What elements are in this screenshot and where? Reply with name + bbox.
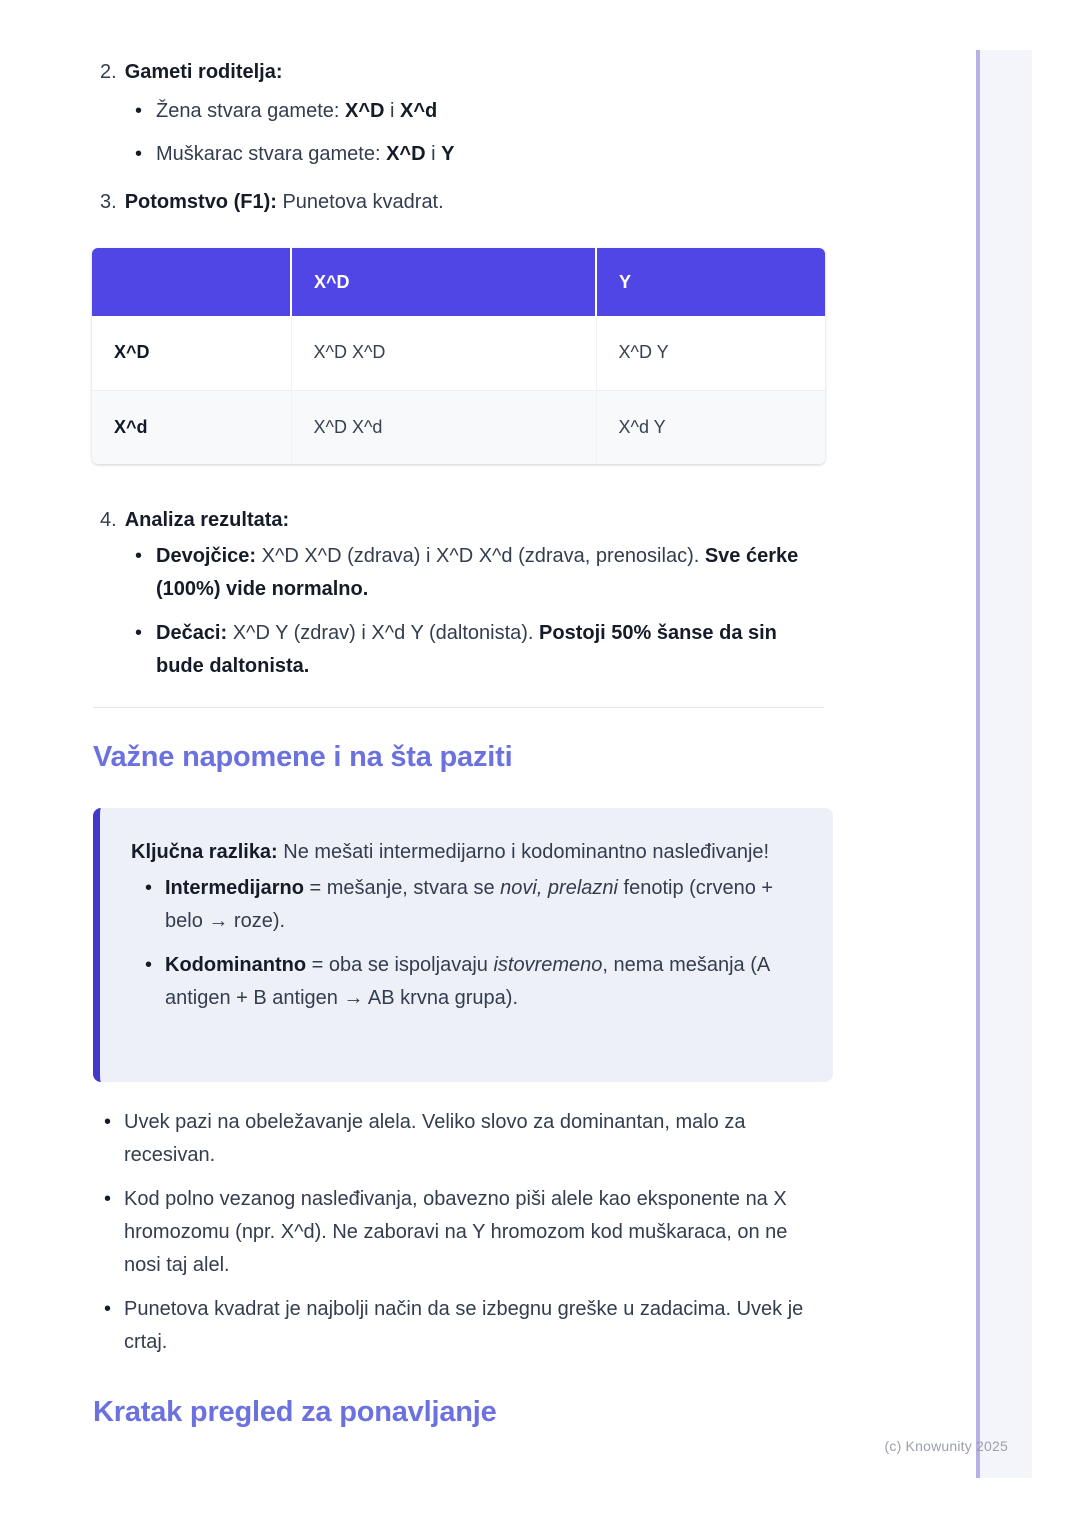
table-row: [92, 316, 825, 390]
list-item-emphasis: Postoji 50% šanse da sin bude daltonista.: [156, 622, 777, 677]
list-item-text: X^D X^D (zdrava) i X^D X^d (zdrava, prenosilac).: [256, 545, 705, 567]
allele-label: X^D: [386, 143, 426, 165]
step-heading: [100, 506, 826, 534]
allele-label: Y: [441, 143, 455, 165]
step-number: 3.: [100, 191, 117, 213]
table-cell: X^D X^D: [291, 316, 596, 390]
gamete-list: [127, 96, 826, 169]
page-edge-strip: [976, 50, 1032, 1478]
list-item-lead: Devojčice:: [156, 545, 257, 567]
callout-intro: [131, 834, 795, 870]
callout-list: [145, 872, 795, 1015]
row-header-cell: X^D: [114, 342, 150, 363]
step-number: 4.: [100, 509, 117, 531]
section-gameti-roditelja: [100, 58, 826, 182]
list-item-text: Žena stvara gamete:: [156, 100, 345, 122]
step-heading: [100, 58, 826, 86]
punnett-square-table: [92, 248, 825, 464]
term-label: Kodominantno: [165, 954, 307, 976]
table-cell: X^d Y: [596, 390, 825, 464]
list-item: [127, 139, 826, 169]
list-item: • Uvek pazi na obeležavanje alela. Veliko slovo za dominantan, malo za recesivan.: [100, 1106, 814, 1172]
step-number: 2.: [100, 61, 117, 83]
step-title: Analiza rezultata:: [124, 509, 290, 531]
table-row: [92, 390, 825, 464]
list-item: [127, 96, 826, 126]
list-item: • Punetova kvadrat je najbolji način da se izbegnu greške u zadacima. Uvek je crtaj.: [100, 1293, 814, 1359]
list-item: [145, 872, 795, 938]
allele-label: X^d: [400, 100, 438, 122]
tips-list: [100, 1106, 814, 1370]
list-item-lead: Dečaci:: [156, 622, 228, 644]
section-analiza-rezultata: [100, 506, 826, 694]
row-header-cell: X^d: [92, 390, 291, 464]
allele-label: X^D: [344, 100, 385, 122]
section-potomstvo: [100, 188, 826, 216]
list-item: [127, 540, 826, 606]
callout-lead: Ključna razlika:: [131, 841, 278, 863]
list-item-text: , nema mešanja (A antigen + B antigen → AB krvna grupa).: [165, 954, 770, 1009]
step-text: [125, 188, 444, 216]
callout-text: Ne mešati intermedijarno i kodominantno nasleđivanje!: [277, 841, 770, 863]
section-heading-pregled: Kratak pregled za ponavljanje: [93, 1396, 497, 1428]
list-item-text: = oba se ispoljavaju: [306, 954, 494, 976]
list-item: [127, 617, 826, 683]
list-item: [145, 949, 795, 1015]
list-item-emphasis: Sve ćerke (100%) vide normalno.: [156, 545, 799, 600]
list-item-text: X^D Y (zdrav) i X^d Y (daltonista).: [227, 622, 540, 644]
analysis-list: [127, 540, 826, 683]
term-label: Intermedijarno: [165, 877, 304, 899]
list-item: • Kod polno vezanog nasleđivanja, obavezno piši alele kao eksponente na X hromozomu (npr. X^d). Ne zaboravi na Y hromozom kod muškaraca, on ne nosi taj alel.: [100, 1183, 814, 1282]
copyright-notice: (c) Knowunity 2025: [884, 1438, 1008, 1454]
step-title: Potomstvo (F1):: [124, 191, 277, 213]
table-header-cell: Y: [596, 248, 825, 316]
step-heading: [100, 188, 826, 216]
table-cell: X^D X^d: [291, 390, 596, 464]
key-difference-callout: [93, 808, 833, 1082]
table-cell: X^D Y: [596, 316, 825, 390]
conjunction: i: [425, 143, 442, 165]
table-header-cell: X^D: [291, 248, 596, 316]
conjunction: i: [384, 100, 401, 122]
list-item-text: fenotip (crveno + belo → roze).: [165, 877, 774, 932]
table-header-cell: [92, 248, 291, 316]
table-header-row: [92, 248, 825, 316]
list-item-text: = mešanje, stvara se: [303, 877, 501, 899]
list-item-text: Muškarac stvara gamete:: [156, 143, 387, 165]
step-title: Gameti roditelja:: [124, 61, 283, 83]
italic-phrase: istovremeno: [493, 954, 603, 976]
italic-phrase: novi, prelazni: [500, 877, 618, 899]
section-heading-napomene: Važne napomene i na šta paziti: [93, 741, 513, 773]
step-rest: Punetova kvadrat.: [276, 191, 444, 213]
section-divider: [93, 707, 824, 708]
